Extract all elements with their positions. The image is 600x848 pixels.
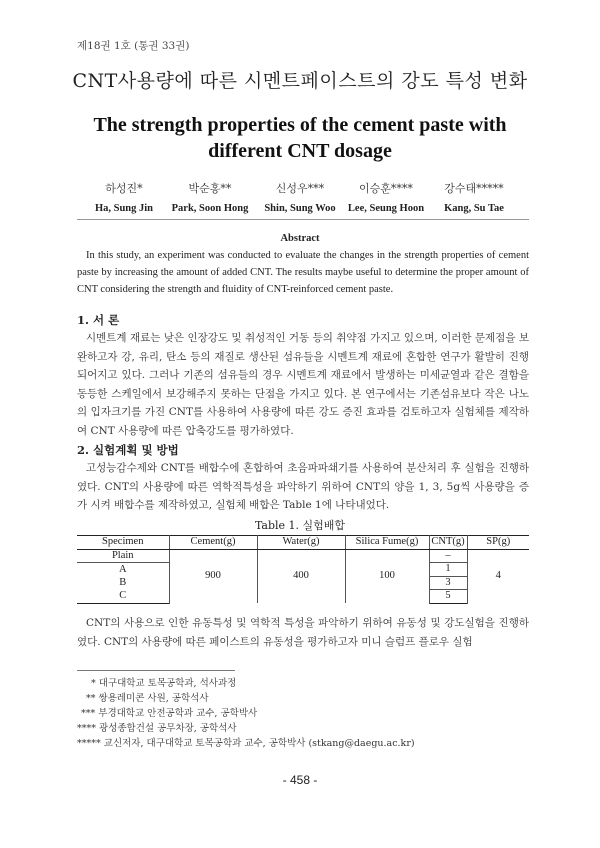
- author-2: [160, 180, 260, 214]
- footnote-5: ***** 교신저자, 대구대학교 토목공학과 교수, 공학박사 (stkang@daegu.ac.kr): [77, 738, 415, 749]
- title-english-line1: The strength properties of the cement paste with: [93, 114, 507, 136]
- journal-volume: 제18권 1호 (통권 33권): [77, 40, 190, 52]
- footnote-1: * 대구대학교 토목공학과, 석사과정: [91, 678, 237, 689]
- title-english: [0, 112, 600, 164]
- author-name-ko: 박순홍**: [188, 182, 232, 195]
- introduction-paragraph: 시멘트계 재료는 낮은 인장강도 및 취성적인 거동 등의 취약점 가지고 있으며, 이러한 문제점을 보완하고자 강, 유리, 탄소 등의 재질로 생산된 섬유들을 시멘트계 재료에 혼합한 연구가 활발히 진행되어지고 있다. 그러나 기존의 섬유들의 경우 시멘트계 재료에서 발생하는 미세균열과 같은 결함을 동등한 스케일에서 보강해주지 못하는 단점을 가지고 있다. 본 연구에서는 기존섬유보다 작은 나노의 입자크기를 가진 CNT를 사용하여 사용량에 따른 강도 증진 효과를 검토하고자 실험체를 제작하여 CNT 사용량에 따른 압축강도를 평가하였다.: [77, 332, 529, 437]
- author-4: [336, 180, 436, 214]
- table-cell-water: 400: [257, 549, 345, 603]
- author-name-en: Shin, Sung Woo: [264, 203, 336, 214]
- author-5: [424, 180, 524, 214]
- table-header-cell: Specimen: [77, 536, 169, 550]
- table-cell-sp: 4: [467, 549, 529, 603]
- section-heading-introduction: 1. 서 론: [77, 313, 120, 327]
- author-name-ko: 이승훈****: [359, 182, 413, 195]
- table-header-cell: Silica Fume(g): [345, 536, 429, 550]
- footnote-3: *** 부경대학교 안전공학과 교수, 공학박사: [81, 708, 258, 719]
- author-name-ko: 강수태*****: [444, 182, 504, 195]
- table-cell-specimen: B: [77, 576, 169, 590]
- author-3: [250, 180, 350, 214]
- method-paragraph: 고성능감수제와 CNT를 배합수에 혼합하여 초음파파쇄기를 사용하여 분산처리 후 실험을 진행하였다. CNT의 사용량에 따른 역학적특성을 파악하기 위하여 CNT의 양을 1, 3, 5g씩 사용량을 증가 시켜 배합수를 제작하였고, 실험체 배합은 Table 1에 나타내었다.: [77, 462, 529, 511]
- page-number: - 458 -: [282, 773, 318, 787]
- author-name-ko: 신성우***: [275, 182, 325, 195]
- table-row: [77, 549, 529, 563]
- abstract-heading: Abstract: [280, 233, 320, 244]
- author-1: [74, 180, 174, 214]
- table-cell-cnt: 5: [429, 590, 467, 604]
- table-cell-cnt: –: [429, 549, 467, 563]
- title-english-line2: different CNT dosage: [208, 140, 392, 162]
- table-header-cell: Water(g): [257, 536, 345, 550]
- table-cell-specimen: Plain: [77, 549, 169, 563]
- author-name-en: Lee, Seung Hoon: [347, 203, 425, 214]
- table-cell-specimen: C: [77, 590, 169, 604]
- table-header-row: [77, 536, 529, 550]
- table-cell-silica-fume: 100: [345, 549, 429, 603]
- table-header-cell: SP(g): [467, 536, 529, 550]
- table-cell-cement: 900: [169, 549, 257, 603]
- title-korean: CNT사용량에 따른 시멘트페이스트의 강도 특성 변화: [72, 70, 528, 92]
- divider-line: [77, 219, 529, 220]
- footnote-2: ** 쌍용레미콘 사원, 공학석사: [86, 693, 209, 704]
- table-header-cell: Cement(g): [169, 536, 257, 550]
- abstract-text: In this study, an experiment was conducted to evaluate the changes in the strength properties of cement paste by increasing the amount of added CNT. The results maybe useful to determine the proper amount of CNT considering the strength and fluidity of CNT-reinforced cement paste.: [77, 250, 529, 295]
- table-header-cell: CNT(g): [429, 536, 467, 550]
- table-cell-cnt: 1: [429, 563, 467, 577]
- footnote-divider: [77, 670, 235, 671]
- table-cell-cnt: 3: [429, 576, 467, 590]
- author-name-en: Kang, Su Tae: [444, 203, 504, 214]
- results-paragraph: CNT의 사용으로 인한 유동특성 및 역학적 특성을 파악하기 위하여 유동성 및 강도실험을 진행하였다. CNT의 사용량에 따른 페이스트의 유동성을 평가하고자 미니 슬럼프 플로우 실험: [77, 617, 529, 648]
- footnote-4: **** 광성종합건설 공무차장, 공학석사: [77, 723, 237, 734]
- table-cell-specimen: A: [77, 563, 169, 577]
- author-name-en: Park, Soon Hong: [171, 203, 249, 214]
- author-name-ko: 하성진*: [105, 182, 143, 195]
- mix-table: [77, 535, 529, 604]
- section-heading-method: 2. 실험계획 및 방법: [77, 443, 179, 457]
- table-caption: Table 1. 실험배합: [254, 519, 346, 532]
- author-name-en: Ha, Sung Jin: [94, 203, 154, 214]
